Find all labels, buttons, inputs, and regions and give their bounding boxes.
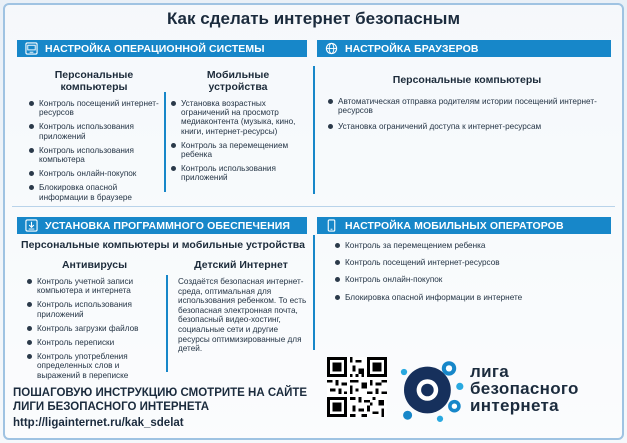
browser-col-title: Персональные компьютеры <box>392 74 542 86</box>
page-title: Как сделать интернет безопасным <box>166 9 461 28</box>
mobile-divider <box>313 235 315 350</box>
os-pc-list <box>28 99 160 202</box>
section-separator <box>12 206 615 207</box>
mobile-section-header <box>317 217 611 234</box>
globe-icon <box>325 42 338 55</box>
list-item: Контроль использования приложений <box>28 122 160 140</box>
antivirus-list <box>26 277 163 380</box>
software-section-header <box>17 217 307 234</box>
list-item: Контроль посещений интернет-ресурсов <box>28 99 160 117</box>
software-col-antivirus <box>26 259 163 385</box>
kids-internet-description: Создаётся безопасная интернет-среда, оптимальная для использования ребенком. То есть безопасная электронная почта, безопасный видео-хостинг, социальные сети и другие ресурсы оптимизированные для детей. <box>178 277 307 354</box>
list-item: Контроль использования приложений <box>170 164 306 182</box>
os-section-header <box>17 40 307 57</box>
list-item: Контроль за перемещением ребенка <box>170 141 306 159</box>
mobile-section-title: НАСТРОЙКА МОБИЛЬНЫХ ОПЕРАТОРОВ <box>345 219 564 232</box>
list-item: Контроль загрузки файлов <box>26 324 163 333</box>
list-item: Контроль учетной записи компьютера и интернета <box>26 277 163 295</box>
software-divider <box>166 275 168 372</box>
footer-link[interactable]: http://ligainternet.ru/kak_sdelat <box>13 417 184 429</box>
list-item: Контроль использования компьютера <box>28 146 160 164</box>
list-item: Блокировка опасной информации в интернете <box>334 293 609 302</box>
mobile-list <box>334 241 609 302</box>
os-col-mobile-title <box>170 69 306 93</box>
list-item: Контроль за перемещением ребенка <box>334 241 609 250</box>
footer-instruction-line2: ЛИГИ БЕЗОПАСНОГО ИНТЕРНЕТА <box>13 401 210 413</box>
list-item: Контроль посещений интернет-ресурсов <box>334 258 609 267</box>
os-col-mobile <box>170 69 306 188</box>
os-col-mobile-title-line2: устройства <box>208 81 268 93</box>
os-col-pc-title-line1: Персональные <box>54 69 134 81</box>
list-item: Контроль употребления определенных слов и выражений в переписке <box>26 352 163 380</box>
logo-line1: лига <box>470 362 509 381</box>
list-item: Контроль онлайн-покупок <box>334 275 609 284</box>
mobile-col <box>334 241 609 307</box>
software-subtitle: Персональные компьютеры и мобильные устройства <box>21 239 305 251</box>
logo-line2: безопасного <box>470 379 579 398</box>
list-item: Установка возрастных ограничений на просмотр медиаконтента (музыка, кино, книги, интернет-ресурсы) <box>170 99 306 136</box>
browser-col-pc <box>327 74 607 137</box>
antivirus-title: Антивирусы <box>61 259 128 271</box>
os-divider <box>164 92 166 192</box>
list-item: Контроль онлайн-покупок <box>28 169 160 178</box>
computer-icon <box>25 42 38 55</box>
software-col-kids-internet <box>172 259 310 354</box>
phone-icon <box>325 219 338 232</box>
download-icon <box>25 219 38 232</box>
list-item: Контроль переписки <box>26 338 163 347</box>
list-item: Контроль использования приложений <box>26 300 163 318</box>
liga-logo-icon <box>395 351 467 429</box>
qr-code-icon[interactable] <box>327 357 387 417</box>
browser-section-header <box>317 40 611 57</box>
logo-line3: интернета <box>470 396 559 415</box>
software-section-title: УСТАНОВКА ПРОГРАММНОГО ОБЕСПЕЧЕНИЯ <box>45 219 291 232</box>
browser-divider <box>313 66 315 194</box>
footer-instruction-line1: ПОШАГОВУЮ ИНСТРУКЦИЮ СМОТРИТЕ НА САЙТЕ <box>13 387 308 399</box>
list-item: Блокировка опасной информации в браузере <box>28 183 160 201</box>
list-item: Автоматическая отправка родителям истории посещений интернет-ресурсов <box>327 97 607 115</box>
browser-list <box>327 97 607 132</box>
os-col-mobile-title-line1: Мобильные <box>206 69 270 81</box>
liga-logo-text <box>470 363 579 414</box>
os-mobile-list <box>170 99 306 183</box>
os-col-pc <box>28 69 160 207</box>
os-section-title: НАСТРОЙКА ОПЕРАЦИОННОЙ СИСТЕМЫ <box>45 42 265 55</box>
list-item: Установка ограничений доступа к интернет-ресурсам <box>327 122 607 131</box>
browser-section-title: НАСТРОЙКА БРАУЗЕРОВ <box>345 42 479 55</box>
kids-internet-title: Детский Интернет <box>194 259 288 271</box>
os-col-pc-title <box>28 69 160 93</box>
os-col-pc-title-line2: компьютеры <box>60 81 128 93</box>
